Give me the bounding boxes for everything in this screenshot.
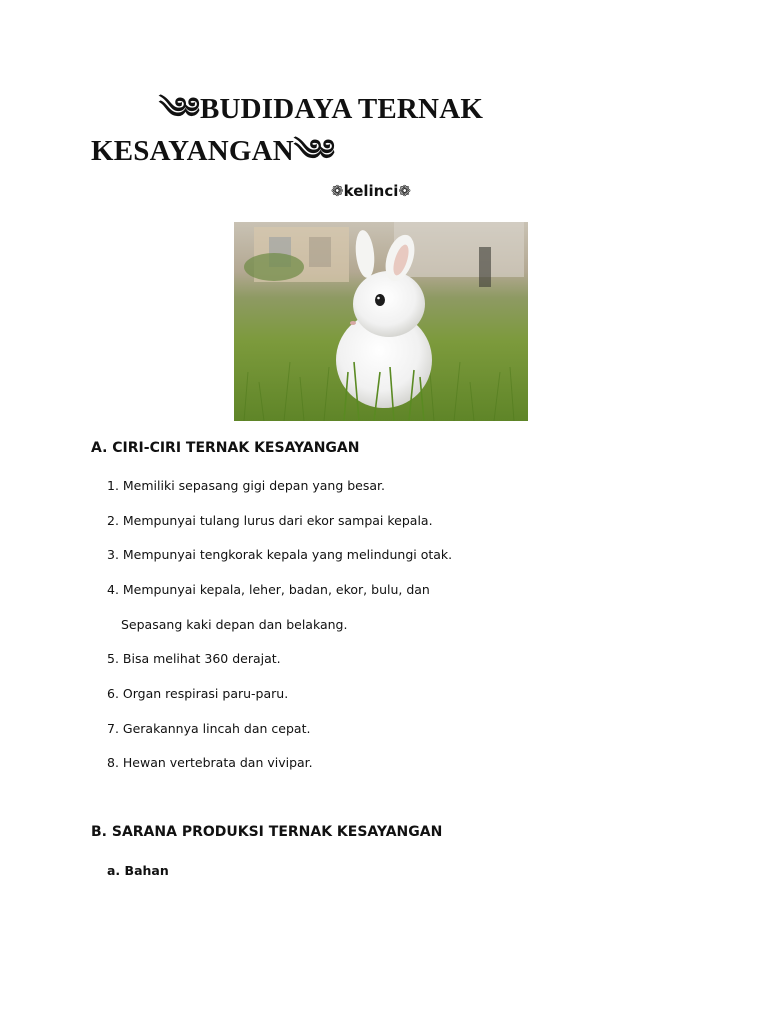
section-b-sub-item: a. Bahan — [107, 863, 169, 878]
list-item: 3. Mempunyai tengkorak kepala yang melindungi otak. — [107, 547, 453, 562]
list-item-continuation: Sepasang kaki depan dan belakang. — [121, 617, 348, 632]
section-a-heading: A. CIRI-CIRI TERNAK KESAYANGAN — [91, 440, 360, 456]
document-subtitle: ❁kelinci❁ — [331, 182, 411, 200]
list-item: 7. Gerakannya lincah dan cepat. — [107, 721, 311, 736]
rabbit-photo — [234, 222, 528, 421]
list-item: 4. Mempunyai kepala, leher, badan, ekor, bulu, dan — [107, 582, 430, 597]
list-item: 5. Bisa melihat 360 derajat. — [107, 651, 281, 666]
document-title: ༄༅BUDIDAYA TERNAK KESAYANGAN༄༅ — [91, 93, 484, 167]
list-item: 2. Mempunyai tulang lurus dari ekor sampai kepala. — [107, 513, 433, 528]
list-item: 1. Memiliki sepasang gigi depan yang besar. — [107, 478, 386, 493]
white-rabbit-photo-icon — [234, 222, 528, 421]
section-b-heading: B. SARANA PRODUKSI TERNAK KESAYANGAN — [91, 824, 443, 840]
list-item: 8. Hewan vertebrata dan vivipar. — [107, 755, 313, 770]
list-item: 6. Organ respirasi paru-paru. — [107, 686, 289, 701]
